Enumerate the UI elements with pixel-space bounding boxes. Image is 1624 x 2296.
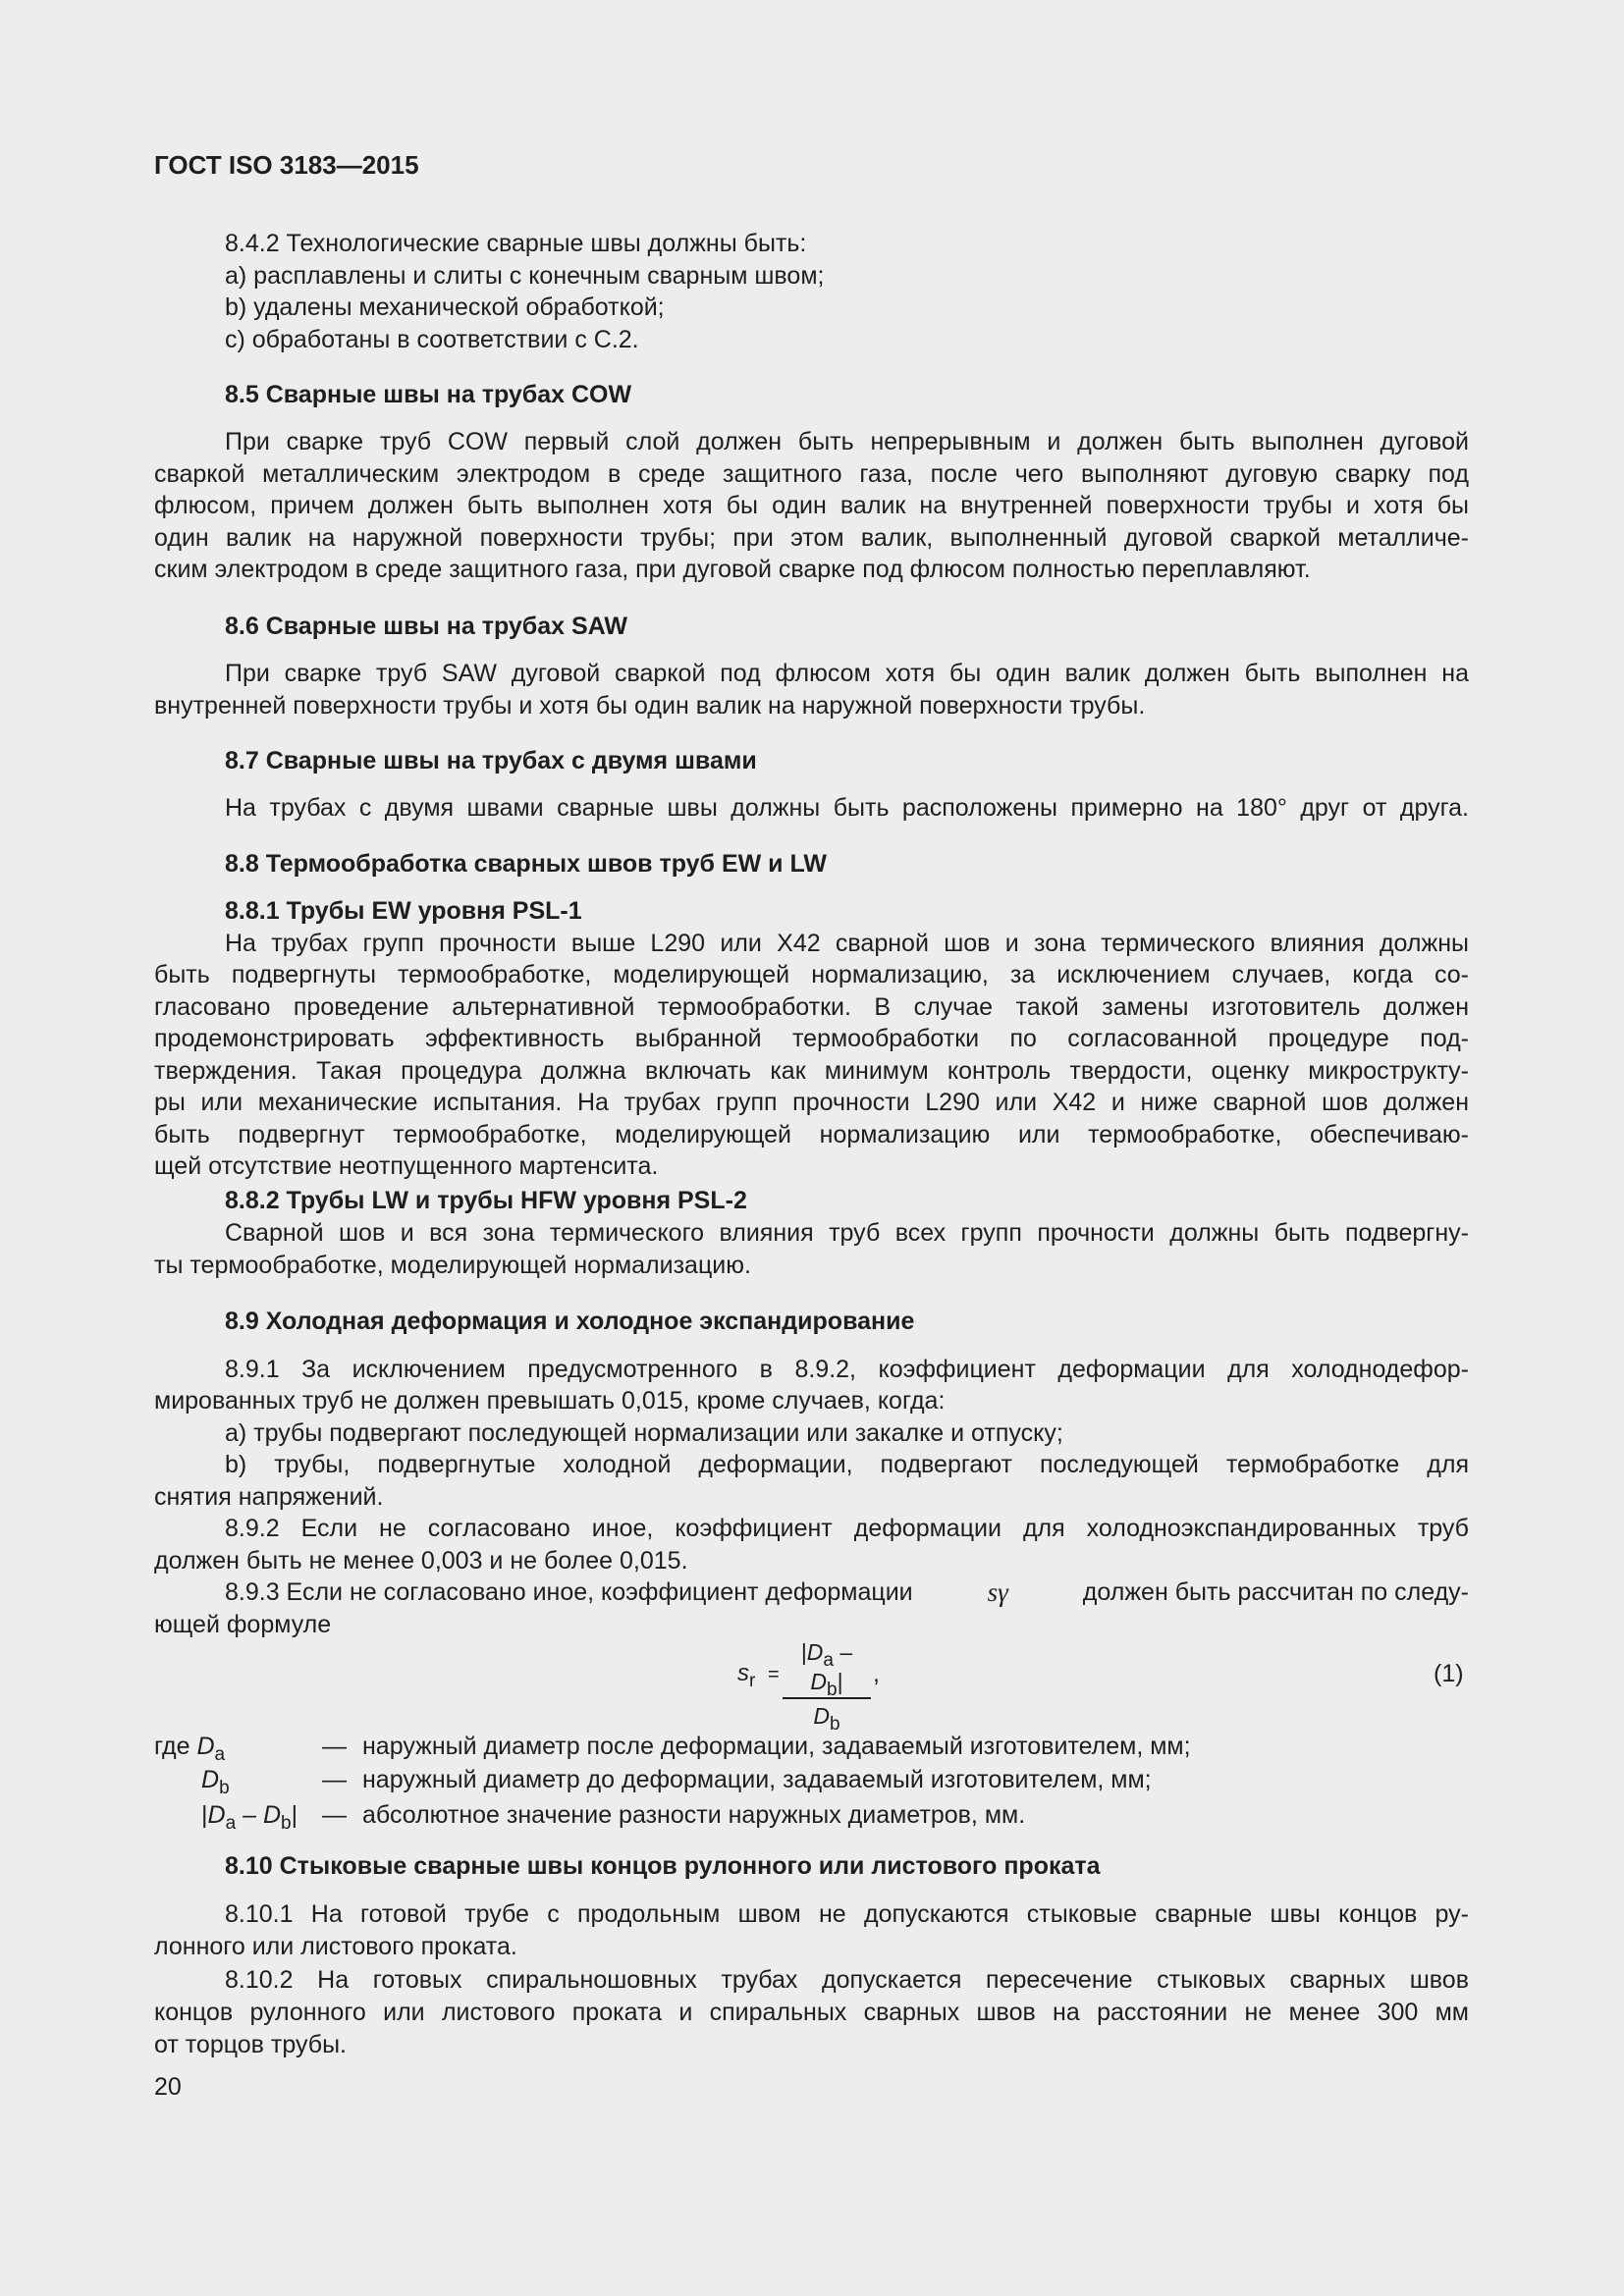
paragraph-line: Сварной шов и вся зона термического влияния труб всех групп прочности должны быть подвергну- [225, 1219, 1469, 1247]
where-label [154, 1731, 226, 1765]
text-run: 8.9.3 Если не согласовано иное, коэффициент деформации [225, 1578, 913, 1606]
formula-equals: = [768, 1664, 780, 1685]
paragraph-line: концов рулонного или листового проката и спиральных сварных швов на расстоянии не менее 300 мм [154, 1999, 1469, 2026]
paragraph-line: ры или механические испытания. На трубах групп прочности L290 или X42 и ниже сварной шов должен [154, 1089, 1469, 1116]
formula-number: (1) [1434, 1660, 1464, 1687]
paragraph-line: щей отсутствие неотпущенного мартенсита. [154, 1152, 659, 1180]
def-symbol-db [201, 1764, 230, 1798]
where-word: где [154, 1733, 190, 1760]
formula-fraction [783, 1637, 871, 1735]
denominator-db: D [813, 1703, 831, 1729]
formula-lhs-symbol: s [737, 1660, 749, 1686]
paragraph-line: должен быть не менее 0,003 и не более 0,015. [154, 1547, 688, 1575]
def-text: наружный диаметр до деформации, задаваемый изготовителем, мм; [362, 1766, 1152, 1793]
numerator-da: D [806, 1639, 824, 1665]
paragraph-line-with-symbol [225, 1576, 1469, 1608]
def-symbol-sub: a [214, 1744, 226, 1765]
paragraph-line: При сварке труб COW первый слой должен быть непрерывным и должен быть выполнен дуговой [225, 428, 1469, 455]
def-symbol-abs-diff: $|D_a - D_b|$ [201, 1801, 298, 1834]
paragraph-line: 8.10.2 На готовых спиральношовных трубах допускается пересечение стыковых сварных швов [225, 1966, 1469, 1994]
paragraph-line: При сварке труб SAW дуговой сваркой под флюсом хотя бы один валик должен быть выполнен на [225, 660, 1469, 687]
paragraph-line: ющей формуле [154, 1611, 332, 1638]
paragraph-line: флюсом, причем должен быть выполнен хотя бы один валик на внутренней поверхности трубы и хотя бы [154, 492, 1469, 519]
paragraph-line: На трубах с двумя швами сварные швы должны быть расположены примерно на 180° друг от друга. [225, 794, 1469, 822]
paragraph-line: продемонстрировать эффективность выбранной термообработки по согласованной процедуре под- [154, 1025, 1469, 1052]
formula-comma: , [873, 1660, 880, 1687]
section-heading-8-5: 8.5 Сварные швы на трубах COW [225, 381, 632, 408]
numerator-da-sub: a [823, 1650, 834, 1671]
def-text: наружный диаметр после деформации, задаваемый изготовителем, мм; [362, 1733, 1191, 1760]
numerator-minus: – [839, 1639, 853, 1665]
paragraph-line: сваркой металлическим электродом в среде защитного газа, после чего выполняют дуговую сварку под [154, 460, 1469, 488]
numerator-db: D [810, 1669, 828, 1694]
paragraph-line: от торцов трубы. [154, 2031, 347, 2058]
def-dash: — [322, 1766, 347, 1793]
section-heading-8-6: 8.6 Сварные швы на трубах SAW [225, 613, 627, 640]
formula-numerator: $|D_a - D_b|$ [800, 1639, 853, 1700]
list-item-a: a) трубы подвергают последующей нормализации или закалке и отпуску; [225, 1419, 1063, 1447]
def-symbol-sub: a [225, 1813, 237, 1834]
list-item-b-line: b) трубы, подвергнутые холодной деформации, подвергают последующей термобработке для [225, 1451, 1469, 1478]
list-item-b: b) удалены механической обработкой; [225, 294, 665, 321]
paragraph-line: внутренней поверхности трубы и хотя бы один валик на наружной поверхности трубы. [154, 692, 1146, 720]
list-item-c: c) обработаны в соответствии с С.2. [225, 326, 639, 353]
section-heading-8-9: 8.9 Холодная деформация и холодное экспандирование [225, 1308, 915, 1335]
paragraph-line: 8.10.1 На готовой трубе с продольным швом не допускаются стыковые сварные швы концов ру- [225, 1900, 1469, 1928]
def-dash: — [322, 1801, 347, 1829]
strain-symbol: sγ [987, 1577, 1008, 1607]
section-heading-8-8: 8.8 Термообработка сварных швов труб EW и LW [225, 850, 827, 878]
paragraph-line: 8.9.1 За исключением предусмотренного в 8.9.2, коэффициент деформации для холоднодефор- [225, 1356, 1469, 1383]
def-symbol: D [207, 1801, 226, 1829]
def-symbol-sub: b [281, 1813, 292, 1834]
def-symbol: D [262, 1801, 282, 1829]
paragraph-line: 8.9.2 Если не согласовано иное, коэффициент деформации для холодноэкспандированных труб [225, 1515, 1469, 1542]
paragraph-line: один валик на наружной поверхности трубы; при этом валик, выполненный дуговой сваркой металличе- [154, 524, 1469, 552]
numerator-db-sub: b [827, 1680, 838, 1700]
document-header: ГОСТ ISO 3183—2015 [154, 150, 419, 180]
paragraph-line: гласовано проведение альтернативной термообработки. В случае такой замены изготовитель должен [154, 993, 1469, 1021]
formula-lhs-sub: r [749, 1671, 756, 1691]
paragraph-line: быть подвергнуты термообработке, моделирующей нормализацию, за исключением случаев, когда со- [154, 961, 1469, 988]
section-heading-8-10: 8.10 Стыковые сварные швы концов рулонного или листового проката [225, 1852, 1101, 1880]
text-run: должен быть рассчитан по следу- [1082, 1578, 1469, 1606]
paragraph-line: ты термообработке, моделирующей нормализацию. [154, 1252, 751, 1279]
subsection-heading-8-8-2: 8.8.2 Трубы LW и трубы HFW уровня PSL-2 [225, 1187, 747, 1214]
section-heading-8-7: 8.7 Сварные швы на трубах с двумя швами [225, 747, 757, 774]
paragraph-line: лонного или листового проката. [154, 1933, 517, 1960]
def-symbol: D [201, 1766, 220, 1793]
def-symbol-sub: b [219, 1778, 230, 1798]
paragraph-line: тверждения. Такая процедура должна включать как минимум контроль твердости, оценку микрострукту- [154, 1057, 1469, 1085]
def-text: абсолютное значение разности наружных диаметров, мм. [362, 1801, 1026, 1829]
formula-lhs [737, 1658, 780, 1690]
page-number: 20 [154, 2073, 182, 2101]
clause-8-4-2-intro: 8.4.2 Технологические сварные швы должны быть: [225, 230, 807, 257]
subsection-heading-8-8-1: 8.8.1 Трубы EW уровня PSL-1 [225, 897, 582, 925]
paragraph-line: ским электродом в среде защитного газа, при дуговой сварке под флюсом полностью переплавляют. [154, 556, 1311, 583]
list-item-b-line: снятия напряжений. [154, 1483, 384, 1511]
def-symbol: D [196, 1733, 215, 1760]
def-dash: — [322, 1733, 347, 1760]
paragraph-line: быть подвергнут термообработке, моделирующей нормализацию или термообработке, обеспечиваю- [154, 1121, 1469, 1148]
list-item-a: a) расплавлены и слиты с конечным сварным швом; [225, 262, 825, 290]
paragraph-line: На трубах групп прочности выше L290 или X42 сварной шов и зона термического влияния должны [225, 930, 1469, 957]
denominator-db-sub: b [830, 1714, 840, 1735]
formula-denominator [783, 1701, 871, 1735]
def-minus: – [243, 1801, 256, 1829]
paragraph-line: мированных труб не должен превышать 0,015, кроме случаев, когда: [154, 1387, 946, 1415]
